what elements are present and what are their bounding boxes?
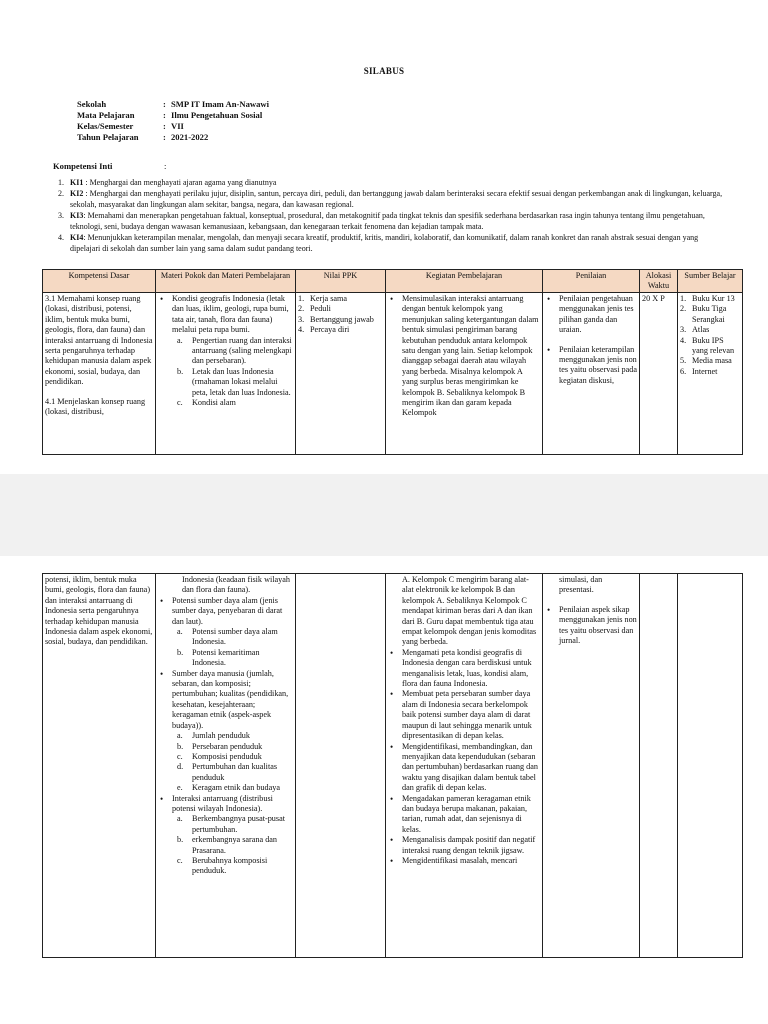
list-item: b. erkembangnya sarana dan Prasarana. (177, 835, 278, 855)
cell-ppk (296, 574, 386, 958)
list-item: • Mengidentifikasi, membandingkan, dan menyajikan data kependudukan (sebaran dan pertumbuhan) berdasarkan ruang dan waktu yang disajikan dalam bentuk tabel dan grafik di depan kelas. (388, 742, 540, 794)
header-penilaian: Penilaian (543, 270, 640, 293)
list-item: e. Keragam etnik dan budaya (177, 783, 280, 793)
header-sumber: Sumber Belajar (678, 270, 743, 293)
list-item: • Kondisi geografis Indonesia (letak dan luas, iklim, geologi, rupa bumi, tata air, tanah, flora dan fauna) melalui peta rupa bumi. a. Pengertian ruang dan interaksi antarruang (saling melengkapi dan persebaran). b. Letak dan luas Indonesia (rmahaman lokasi melalui peta, letak dan luas Indonesia. c. Kondisi alam (158, 294, 293, 408)
cell-kegiatan: A. Kelompok C mengirim barang alat-alat elektronik ke kelompok B dan kelompok A. Sebaliknya Kelompok C mendapat kiriman beras dari A dan ikan dari B. Guru dapat membentuk tiga atau empat kelompok dengan jenis komoditas yang berbeda. • Mengamati peta kondisi geografis di Indonesia dengan cara berdiskusi untuk menganalisis letak, luas, kondisi alam, flora dan fauna Indonesia. • Membuat peta persebaran sumber daya alam di Indonesia secara berkelompok baik potensi sumber daya alam di darat maupun di laut sehingga menarik untuk dipresentasikan di depan kelas. • Mengidentifikasi, membandingkan, dan menyajikan data kependudukan (sebaran dan pertumbuhan) berdasarkan ruang dan waktu yang disajikan dalam bentuk tabel dan grafik di depan kelas. • Mengadakan pameran keragaman etnik dan budaya berupa makanan, pakaian, tarian, rumah adat, dan sejenisnya di kelas. • Menganalisis dampak positif dan negatif interaksi ruang dengan teknik jigsaw. • Mengidentifikasi masalah, mencari (386, 574, 543, 958)
list-item: c. Komposisi penduduk (177, 751, 262, 761)
list-item: 3. Bertanggung jawab (298, 314, 374, 324)
ki-item: 2. KI2 : Menghargai dan menghayati perilaku jujur, disiplin, santun, percaya diri, peduli, dan bertanggung jawab dalam berinteraksi secara efektif sesuai dengan perkembangan anak di lingkungan, keluarga, sekolah, masyarakat dan lingkungan alam sekitar, bangsa, negara, dan kawasan regional. (58, 189, 723, 210)
list-item: a. Potensi sumber daya alam Indonesia. (177, 627, 278, 647)
header-kegiatan: Kegiatan Pembelajaran (386, 270, 543, 293)
list-item: d. Pertumbuhan dan kualitas penduduk (177, 762, 278, 782)
list-item: • Membuat peta persebaran sumber daya alam di Indonesia secara berkelompok baik potensi sumber daya alam di darat maupun di laut sehingga menarik untuk dipresentasikan di depan kelas. (388, 689, 540, 741)
list-item: b. Letak dan luas Indonesia (rmahaman lokasi melalui peta, letak dan luas Indonesia. (177, 366, 291, 397)
list-item: • Mengidentifikasi masalah, mencari (388, 856, 540, 866)
list-item: • Penilaian aspek sikap menggunakan jenis non tes yaitu observasi dan jurnal. (545, 605, 637, 647)
page-2 (0, 556, 768, 1024)
ki-heading: Kompetensi Inti : (53, 161, 167, 171)
ki-item: 3. KI3: Memahami dan menerapkan pengetahuan faktual, konseptual, prosedural, dan metakognitif pada tingkat teknis dan spesifik sederhana berdasarkan rasa ingin tahunya tentang ilmu pengetahuan, teknologi, seni, budaya dengan wawasan kemanusiaan, kebangsaan, dan kenegaraan terkait fenomena dan kejadian tampak mata. (58, 211, 705, 232)
cell-ppk (296, 293, 386, 455)
cell-materi (156, 293, 296, 455)
list-item: • Mengadakan pameran keragaman etnik dan budaya berupa makanan, pakaian, tarian, rumah adat, dan sejenisnya di kelas. (388, 794, 540, 836)
list-item: • Mengamati peta kondisi geografis di Indonesia dengan cara berdiskusi untuk menganalisis letak, luas, kondisi alam, flora dan fauna Indonesia. (388, 648, 540, 690)
syllabus-table-1 (42, 269, 743, 455)
header-materi: Materi Pokok dan Materi Pembelajaran (156, 270, 296, 293)
list-item: • Interaksi antarruang (distribusi potensi wilayah Indonesia). a. Berkembangnya pusat-pusat pertumbuhan. b. erkembangnya sarana dan Prasarana. c. Berubahnya komposisi penduduk. (158, 794, 293, 877)
header-kd: Kompetensi Dasar (43, 270, 156, 293)
info-row-tahun: Tahun Pelajaran : 2021-2022 (77, 132, 209, 142)
list-item: • Mensimulasikan interaksi antarruang dengan bentuk kelompok yang menunjukan saling ketergantungan dalam bentuk simulasi pengiriman barang kebutuhan penduduk antara kelompok satu dengan yang lain. Setiap kelompok dianggap sebagai daerah atau wilayah yang berbeda. Misalnya kelompok A yang surplus beras mengirimkan ke kelompok B. Sebaliknya kelompok B mengirim ikan dan garam kepada Kelompok (388, 294, 540, 419)
list-item: 4. Percaya diri (298, 325, 350, 335)
list-item: • Potensi sumber daya alam (jenis sumber daya, penyebaran di darat dan laut). a. Potensi sumber daya alam Indonesia. b. Potensi kemaritiman Indonesia. (158, 596, 293, 669)
list-item: 1. Kerja sama (298, 294, 348, 303)
list-item: c. Berubahnya komposisi penduduk. (177, 855, 268, 876)
page-1 (0, 0, 768, 474)
cell-sumber (678, 293, 743, 455)
list-item: 5. Media masa (680, 356, 732, 366)
list-item: b. Potensi kemaritiman Indonesia. (177, 647, 260, 668)
cell-kd: potensi, iklim, bentuk muka bumi, geologis, flora dan fauna) dan interaksi antarruang di Indonesia serta pengaruhnya terhadap kehidupan manusia Indonesia dalam aspek ekonomi, sosial, budaya, dan pendidikan. (43, 574, 156, 958)
header-ppk: Nilai PPK (296, 270, 386, 293)
list-item: • Sumber daya manusia (jumlah, sebaran, dan komposisi; pertumbuhan; kualitas (pendidikan, kesehatan, kesejahteraan; keragaman etnik (aspek-aspek budaya)). a. Jumlah penduduk b. Persebaran penduduk c. Komposisi penduduk d. Pertumbuhan dan kualitas penduduk e. Keragam etnik dan budaya (158, 669, 293, 794)
list-item: a. Jumlah penduduk (177, 731, 250, 741)
list-item: 3. Atlas (680, 325, 710, 335)
list-item: a. Pengertian ruang dan interaksi antarruang (saling melengkapi dan persebaran). (177, 335, 292, 366)
list-item: c. Kondisi alam (177, 398, 236, 408)
cell-penilaian (543, 293, 640, 455)
cell-sumber (678, 574, 743, 958)
syllabus-table-2 (42, 573, 743, 958)
cell-kd: 3.1 Memahami konsep ruang (lokasi, distribusi, potensi, iklim, bentuk muka bumi, geologis, flora, dan fauna) dan interaksi antarruang di Indonesia serta pengaruhnya terhadap kehidupan manusia dalam aspek ekonomi, sosial, budaya, dan pendidikan. 4.1 Menjelaskan konsep ruang (lokasi, distribusi, (43, 293, 156, 455)
list-item: 2. Buku Tiga Serangkai (680, 304, 727, 324)
cell-penilaian: simulasi, dan presentasi. • Penilaian aspek sikap menggunakan jenis non tes yaitu observasi dan jurnal. (543, 574, 640, 958)
document-title: SILABUS (363, 66, 405, 76)
cell-kegiatan (386, 293, 543, 455)
cell-alokasi: 20 X P (640, 293, 678, 455)
ki-item: 4. KI4: Menunjukkan keterampilan menalar, mengolah, dan menyaji secara kreatif, produktif, kritis, mandiri, kolaboratif, dan komunikatif, dalam ranah konkret dan ranah abstrak sesuai dengan yang dipelajari di sekolah dan sumber lain yang sama dalam sudut pandang teori. (58, 233, 699, 254)
list-item: 6. Internet (680, 366, 718, 376)
school-info (77, 99, 269, 143)
header-alokasi: Alokasi Waktu (640, 270, 678, 293)
ki-item: 1. KI1 : Menghargai dan menghayati ajaran agama yang dianutnya (58, 178, 277, 187)
list-item: • Penilaian keterampilan menggunakan jenis non tes yaitu observasi pada kegiatan diskusi, (545, 345, 637, 387)
list-item: • Menganalisis dampak positif dan negatif interaksi ruang dengan teknik jigsaw. (388, 835, 540, 856)
list-item: • Penilaian pengetahuan menggunakan jenis tes pilihan ganda dan uraian. (545, 294, 637, 336)
list-item: a. Berkembangnya pusat-pusat pertumbuhan. (177, 814, 285, 834)
list-item: b. Persebaran penduduk (177, 741, 263, 751)
cell-alokasi (640, 574, 678, 958)
list-item: 4. Buku IPS yang relevan (680, 335, 735, 356)
list-item: 1. Buku Kur 13 (680, 294, 735, 303)
cell-materi: Indonesia (keadaan fisik wilayah dan flora dan fauna). • Potensi sumber daya alam (jenis sumber daya, penyebaran di darat dan laut). a. Potensi sumber daya alam Indonesia. b. Potensi kemaritiman Indonesia. • Sumber daya manusia (jumlah, sebaran, dan komposisi; pertumbuhan; kualitas (pendidikan, kesehatan, kesejahteraan; keragaman etnik (aspek-aspek budaya)). a. Jumlah penduduk b. Persebaran penduduk c. Komposisi penduduk d. Pertumbuhan dan kualitas penduduk e. Keragam etnik dan budaya • Interaksi antarruang (distribusi potensi wilayah Indonesia). a. Berkembangnya pusat-pusat pertumbuhan. b. erkembangnya sarana dan Prasarana. c. Berubahnya komposisi penduduk. (156, 574, 296, 958)
ki-list (58, 178, 730, 256)
info-row-mapel: Mata Pelajaran : Ilmu Pengetahuan Sosial (77, 110, 263, 120)
info-row-kelas: Kelas/Semester : VII (77, 121, 184, 131)
list-item: 2. Peduli (298, 304, 331, 314)
info-row-sekolah: Sekolah : SMP IT Imam An-Nawawi (77, 99, 269, 109)
